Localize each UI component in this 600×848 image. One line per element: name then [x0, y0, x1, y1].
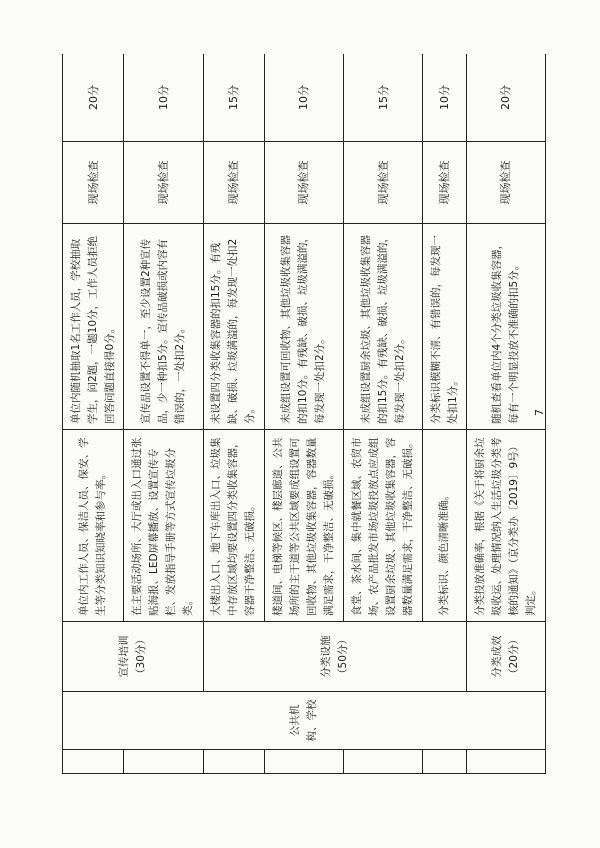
object-label: 公共机构、学校 [63, 692, 546, 750]
check-cell: 现场检查 [203, 142, 264, 224]
top-margin-cell [203, 750, 264, 774]
score-cell: 10分 [423, 54, 466, 142]
requirement-cell: 单位内工作人员、保洁人员、保安、学生等分类知识知晓率和参与率。 [63, 430, 124, 622]
page-number: 7 [533, 409, 546, 416]
score-cell: 15分 [344, 54, 423, 142]
requirement-cell: 分类投放准确率，根据《关于将厨余垃圾收运、处理情况纳入生活垃圾分类考核的通知》（京分类办〔2019〕9号）判定。 [466, 430, 545, 622]
top-margin-cell [466, 750, 545, 774]
method-cell: 未成组设置可回收物、其他垃圾收集容器的扣10分。有残缺、破损、垃圾满溢的，每发现一处扣2分。 [264, 224, 343, 430]
method-cell: 单位内随机抽取1名工作人员，学校抽取学生，问2题，一题10分，工作人员拒绝回答问题直接得0分。 [63, 224, 124, 430]
check-cell: 现场检查 [264, 142, 343, 224]
score-cell: 20分 [63, 54, 124, 142]
score-cell: 20分 [466, 54, 545, 142]
requirement-cell: 楼道间、电梯等候区、楼层廊道、公共场所的主干道等公共区域要成组设置可回收物、其他垃圾收集容器，容器数量满足需求，干净整洁、无破损。 [264, 430, 343, 622]
top-margin-cell [344, 750, 423, 774]
requirement-cell: 食堂、茶水间、集中就餐区域、农贸市场、农产品批发市场垃圾投放点应成组设置厨余垃圾、其他垃圾收集容器，容器数量满足需求，干净整洁、无破损。 [344, 430, 423, 622]
rotated-page-content [62, 54, 546, 774]
score-cell: 15分 [203, 54, 264, 142]
method-cell: 分类标识模糊不清、有错误的，每发现一处扣1分。 [423, 224, 466, 430]
top-margin-cell [264, 750, 343, 774]
category-label: 宣传培训（30分） [63, 622, 204, 692]
check-cell: 现场检查 [344, 142, 423, 224]
score-cell: 10分 [124, 54, 203, 142]
category-label: 分类成效（20分） [466, 622, 545, 692]
category-label: 分类设施（50分） [203, 622, 466, 692]
table-row [203, 54, 264, 774]
check-cell: 现场检查 [423, 142, 466, 224]
check-cell: 现场检查 [63, 142, 124, 224]
requirement-cell: 在主要活动场所、大厅或出入口通过张贴海报、LED屏幕播放、设置宣传专栏、发放指导手册等方式宣传垃圾分类。 [124, 430, 203, 622]
assessment-table [62, 54, 546, 774]
requirement-cell: 大楼出入口、地下车库出入口、垃圾集中存放区域均要设置四分类收集容器，容器干净整洁、无破损。 [203, 430, 264, 622]
top-margin-cell [124, 750, 203, 774]
check-cell: 现场检查 [466, 142, 545, 224]
top-margin-cell [423, 750, 466, 774]
top-margin-cell [63, 750, 124, 774]
method-cell: 随机查看单位内4个分类垃圾收集容器，每有一个明显投放不准确的扣5分。 [466, 224, 545, 430]
requirement-cell: 分类标识、颜色清晰准确。 [423, 430, 466, 622]
method-cell: 宣传品设置不得单一，至少设置2种宣传品，少一种扣5分。宣传品破损或内容有错误的，一处扣2分。 [124, 224, 203, 430]
table-row [63, 54, 124, 774]
method-cell: 未设置四分类收集容器的扣15分。有残缺、破损、垃圾满溢的，每发现一处扣2分。 [203, 224, 264, 430]
check-cell: 现场检查 [124, 142, 203, 224]
method-cell: 未成组设置厨余垃圾、其他垃圾收集容器的扣15分。有残缺、破损、垃圾满溢的，每发现一处扣2分。 [344, 224, 423, 430]
score-cell: 10分 [264, 54, 343, 142]
